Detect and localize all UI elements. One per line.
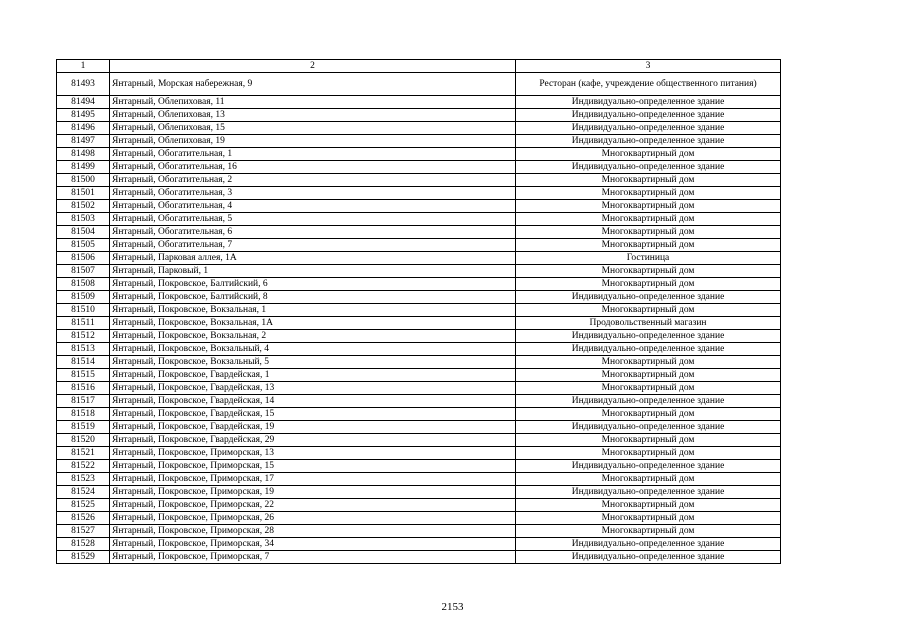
row-building-type: Индивидуально-определенное здание bbox=[516, 395, 781, 408]
table-row bbox=[57, 421, 781, 434]
row-number: 81515 bbox=[57, 369, 110, 382]
row-building-type: Многоквартирный дом bbox=[516, 369, 781, 382]
table-row bbox=[57, 395, 781, 408]
row-number: 81501 bbox=[57, 187, 110, 200]
row-building-type: Многоквартирный дом bbox=[516, 473, 781, 486]
table-row bbox=[57, 473, 781, 486]
table-row bbox=[57, 174, 781, 187]
table-row bbox=[57, 278, 781, 291]
row-number: 81509 bbox=[57, 291, 110, 304]
row-number: 81523 bbox=[57, 473, 110, 486]
row-number: 81516 bbox=[57, 382, 110, 395]
row-building-type: Многоквартирный дом bbox=[516, 213, 781, 226]
row-number: 81522 bbox=[57, 460, 110, 473]
table-row bbox=[57, 226, 781, 239]
row-address: Янтарный, Обогатительная, 16 bbox=[110, 161, 516, 174]
table-row bbox=[57, 109, 781, 122]
row-number: 81508 bbox=[57, 278, 110, 291]
row-number: 81494 bbox=[57, 96, 110, 109]
table-row bbox=[57, 512, 781, 525]
row-number: 81495 bbox=[57, 109, 110, 122]
row-building-type: Многоквартирный дом bbox=[516, 226, 781, 239]
row-address: Янтарный, Покровское, Приморская, 15 bbox=[110, 460, 516, 473]
row-building-type: Многоквартирный дом bbox=[516, 239, 781, 252]
table-row bbox=[57, 343, 781, 356]
row-address: Янтарный, Покровское, Гвардейская, 19 bbox=[110, 421, 516, 434]
row-address: Янтарный, Облепиховая, 19 bbox=[110, 135, 516, 148]
row-number: 81510 bbox=[57, 304, 110, 317]
row-building-type: Многоквартирный дом bbox=[516, 265, 781, 278]
row-number: 81518 bbox=[57, 408, 110, 421]
row-number: 81497 bbox=[57, 135, 110, 148]
row-address: Янтарный, Покровское, Приморская, 26 bbox=[110, 512, 516, 525]
table-row bbox=[57, 213, 781, 226]
row-address: Янтарный, Покровское, Приморская, 28 bbox=[110, 525, 516, 538]
row-address: Янтарный, Покровское, Гвардейская, 15 bbox=[110, 408, 516, 421]
row-number: 81493 bbox=[57, 73, 110, 96]
row-address: Янтарный, Покровское, Приморская, 7 bbox=[110, 551, 516, 564]
column-header-1: 1 bbox=[57, 60, 110, 73]
row-address: Янтарный, Покровское, Вокзальная, 2 bbox=[110, 330, 516, 343]
table-row bbox=[57, 73, 781, 96]
table-row bbox=[57, 460, 781, 473]
row-number: 81507 bbox=[57, 265, 110, 278]
table-row bbox=[57, 265, 781, 278]
table-row bbox=[57, 486, 781, 499]
row-building-type: Многоквартирный дом bbox=[516, 278, 781, 291]
table-row bbox=[57, 304, 781, 317]
row-number: 81526 bbox=[57, 512, 110, 525]
row-address: Янтарный, Покровское, Вокзальный, 5 bbox=[110, 356, 516, 369]
table-row bbox=[57, 135, 781, 148]
row-address: Янтарный, Облепиховая, 15 bbox=[110, 122, 516, 135]
row-address: Янтарный, Обогатительная, 1 bbox=[110, 148, 516, 161]
row-address: Янтарный, Покровское, Гвардейская, 13 bbox=[110, 382, 516, 395]
row-building-type: Индивидуально-определенное здание bbox=[516, 96, 781, 109]
table-row bbox=[57, 408, 781, 421]
row-building-type: Многоквартирный дом bbox=[516, 499, 781, 512]
table-row bbox=[57, 200, 781, 213]
row-address: Янтарный, Облепиховая, 11 bbox=[110, 96, 516, 109]
table-header-row bbox=[57, 60, 781, 73]
row-number: 81511 bbox=[57, 317, 110, 330]
row-address: Янтарный, Обогатительная, 6 bbox=[110, 226, 516, 239]
row-address: Янтарный, Покровское, Гвардейская, 14 bbox=[110, 395, 516, 408]
row-number: 81519 bbox=[57, 421, 110, 434]
row-address: Янтарный, Парковый, 1 bbox=[110, 265, 516, 278]
table-row bbox=[57, 330, 781, 343]
row-building-type: Индивидуально-определенное здание bbox=[516, 486, 781, 499]
table-row bbox=[57, 187, 781, 200]
row-number: 81513 bbox=[57, 343, 110, 356]
row-address: Янтарный, Покровское, Гвардейская, 1 bbox=[110, 369, 516, 382]
row-number: 81500 bbox=[57, 174, 110, 187]
row-number: 81517 bbox=[57, 395, 110, 408]
row-building-type: Индивидуально-определенное здание bbox=[516, 122, 781, 135]
row-number: 81496 bbox=[57, 122, 110, 135]
table-row bbox=[57, 291, 781, 304]
row-building-type: Многоквартирный дом bbox=[516, 512, 781, 525]
row-number: 81512 bbox=[57, 330, 110, 343]
row-building-type: Многоквартирный дом bbox=[516, 304, 781, 317]
row-address: Янтарный, Покровское, Приморская, 17 bbox=[110, 473, 516, 486]
row-number: 81521 bbox=[57, 447, 110, 460]
table-row bbox=[57, 252, 781, 265]
row-building-type: Индивидуально-определенное здание bbox=[516, 135, 781, 148]
table-row bbox=[57, 447, 781, 460]
table-row bbox=[57, 96, 781, 109]
page-number: 2153 bbox=[441, 601, 464, 613]
row-number: 81525 bbox=[57, 499, 110, 512]
row-number: 81499 bbox=[57, 161, 110, 174]
table-row bbox=[57, 161, 781, 174]
row-number: 81527 bbox=[57, 525, 110, 538]
row-building-type: Индивидуально-определенное здание bbox=[516, 538, 781, 551]
table-row bbox=[57, 356, 781, 369]
row-building-type: Индивидуально-определенное здание bbox=[516, 421, 781, 434]
row-address: Янтарный, Покровское, Гвардейская, 29 bbox=[110, 434, 516, 447]
row-address: Янтарный, Обогатительная, 3 bbox=[110, 187, 516, 200]
row-address: Янтарный, Обогатительная, 4 bbox=[110, 200, 516, 213]
row-building-type: Индивидуально-определенное здание bbox=[516, 330, 781, 343]
row-number: 81506 bbox=[57, 252, 110, 265]
row-address: Янтарный, Обогатительная, 5 bbox=[110, 213, 516, 226]
table-row bbox=[57, 122, 781, 135]
row-number: 81524 bbox=[57, 486, 110, 499]
table-row bbox=[57, 499, 781, 512]
row-number: 81529 bbox=[57, 551, 110, 564]
table-row bbox=[57, 239, 781, 252]
row-address: Янтарный, Покровское, Приморская, 13 bbox=[110, 447, 516, 460]
row-building-type: Продовольственный магазин bbox=[516, 317, 781, 330]
table-row bbox=[57, 551, 781, 564]
row-address: Янтарный, Обогатительная, 7 bbox=[110, 239, 516, 252]
row-building-type: Многоквартирный дом bbox=[516, 525, 781, 538]
table-row bbox=[57, 317, 781, 330]
column-header-3: 3 bbox=[516, 60, 781, 73]
row-number: 81520 bbox=[57, 434, 110, 447]
registry-table-body bbox=[57, 60, 781, 564]
row-building-type: Ресторан (кафе, учреждение общественного питания) bbox=[516, 73, 781, 96]
row-address: Янтарный, Обогатительная, 2 bbox=[110, 174, 516, 187]
row-address: Янтарный, Покровское, Приморская, 22 bbox=[110, 499, 516, 512]
row-building-type: Индивидуально-определенное здание bbox=[516, 161, 781, 174]
table-row bbox=[57, 148, 781, 161]
row-building-type: Многоквартирный дом bbox=[516, 148, 781, 161]
row-building-type: Индивидуально-определенное здание bbox=[516, 551, 781, 564]
row-address: Янтарный, Облепиховая, 13 bbox=[110, 109, 516, 122]
row-building-type: Индивидуально-определенное здание bbox=[516, 460, 781, 473]
row-building-type: Индивидуально-определенное здание bbox=[516, 109, 781, 122]
row-building-type: Многоквартирный дом bbox=[516, 447, 781, 460]
table-row bbox=[57, 382, 781, 395]
column-header-2: 2 bbox=[110, 60, 516, 73]
row-building-type: Многоквартирный дом bbox=[516, 356, 781, 369]
row-building-type: Гостиница bbox=[516, 252, 781, 265]
row-building-type: Многоквартирный дом bbox=[516, 187, 781, 200]
row-building-type: Многоквартирный дом bbox=[516, 434, 781, 447]
row-building-type: Индивидуально-определенное здание bbox=[516, 343, 781, 356]
table-row bbox=[57, 525, 781, 538]
row-address: Янтарный, Покровское, Балтийский, 8 bbox=[110, 291, 516, 304]
row-address: Янтарный, Парковая аллея, 1А bbox=[110, 252, 516, 265]
table-row bbox=[57, 538, 781, 551]
row-address: Янтарный, Покровское, Приморская, 19 bbox=[110, 486, 516, 499]
row-building-type: Многоквартирный дом bbox=[516, 174, 781, 187]
row-address: Янтарный, Покровское, Балтийский, 6 bbox=[110, 278, 516, 291]
row-building-type: Индивидуально-определенное здание bbox=[516, 291, 781, 304]
registry-table bbox=[56, 59, 781, 564]
row-building-type: Многоквартирный дом bbox=[516, 382, 781, 395]
row-address: Янтарный, Покровское, Приморская, 34 bbox=[110, 538, 516, 551]
row-number: 81514 bbox=[57, 356, 110, 369]
row-number: 81502 bbox=[57, 200, 110, 213]
row-address: Янтарный, Морская набережная, 9 bbox=[110, 73, 516, 96]
row-number: 81505 bbox=[57, 239, 110, 252]
table-row bbox=[57, 369, 781, 382]
row-number: 81504 bbox=[57, 226, 110, 239]
row-address: Янтарный, Покровское, Вокзальный, 4 bbox=[110, 343, 516, 356]
row-address: Янтарный, Покровское, Вокзальная, 1 bbox=[110, 304, 516, 317]
row-building-type: Многоквартирный дом bbox=[516, 200, 781, 213]
row-number: 81498 bbox=[57, 148, 110, 161]
table-row bbox=[57, 434, 781, 447]
row-number: 81503 bbox=[57, 213, 110, 226]
row-number: 81528 bbox=[57, 538, 110, 551]
row-address: Янтарный, Покровское, Вокзальная, 1А bbox=[110, 317, 516, 330]
row-building-type: Многоквартирный дом bbox=[516, 408, 781, 421]
